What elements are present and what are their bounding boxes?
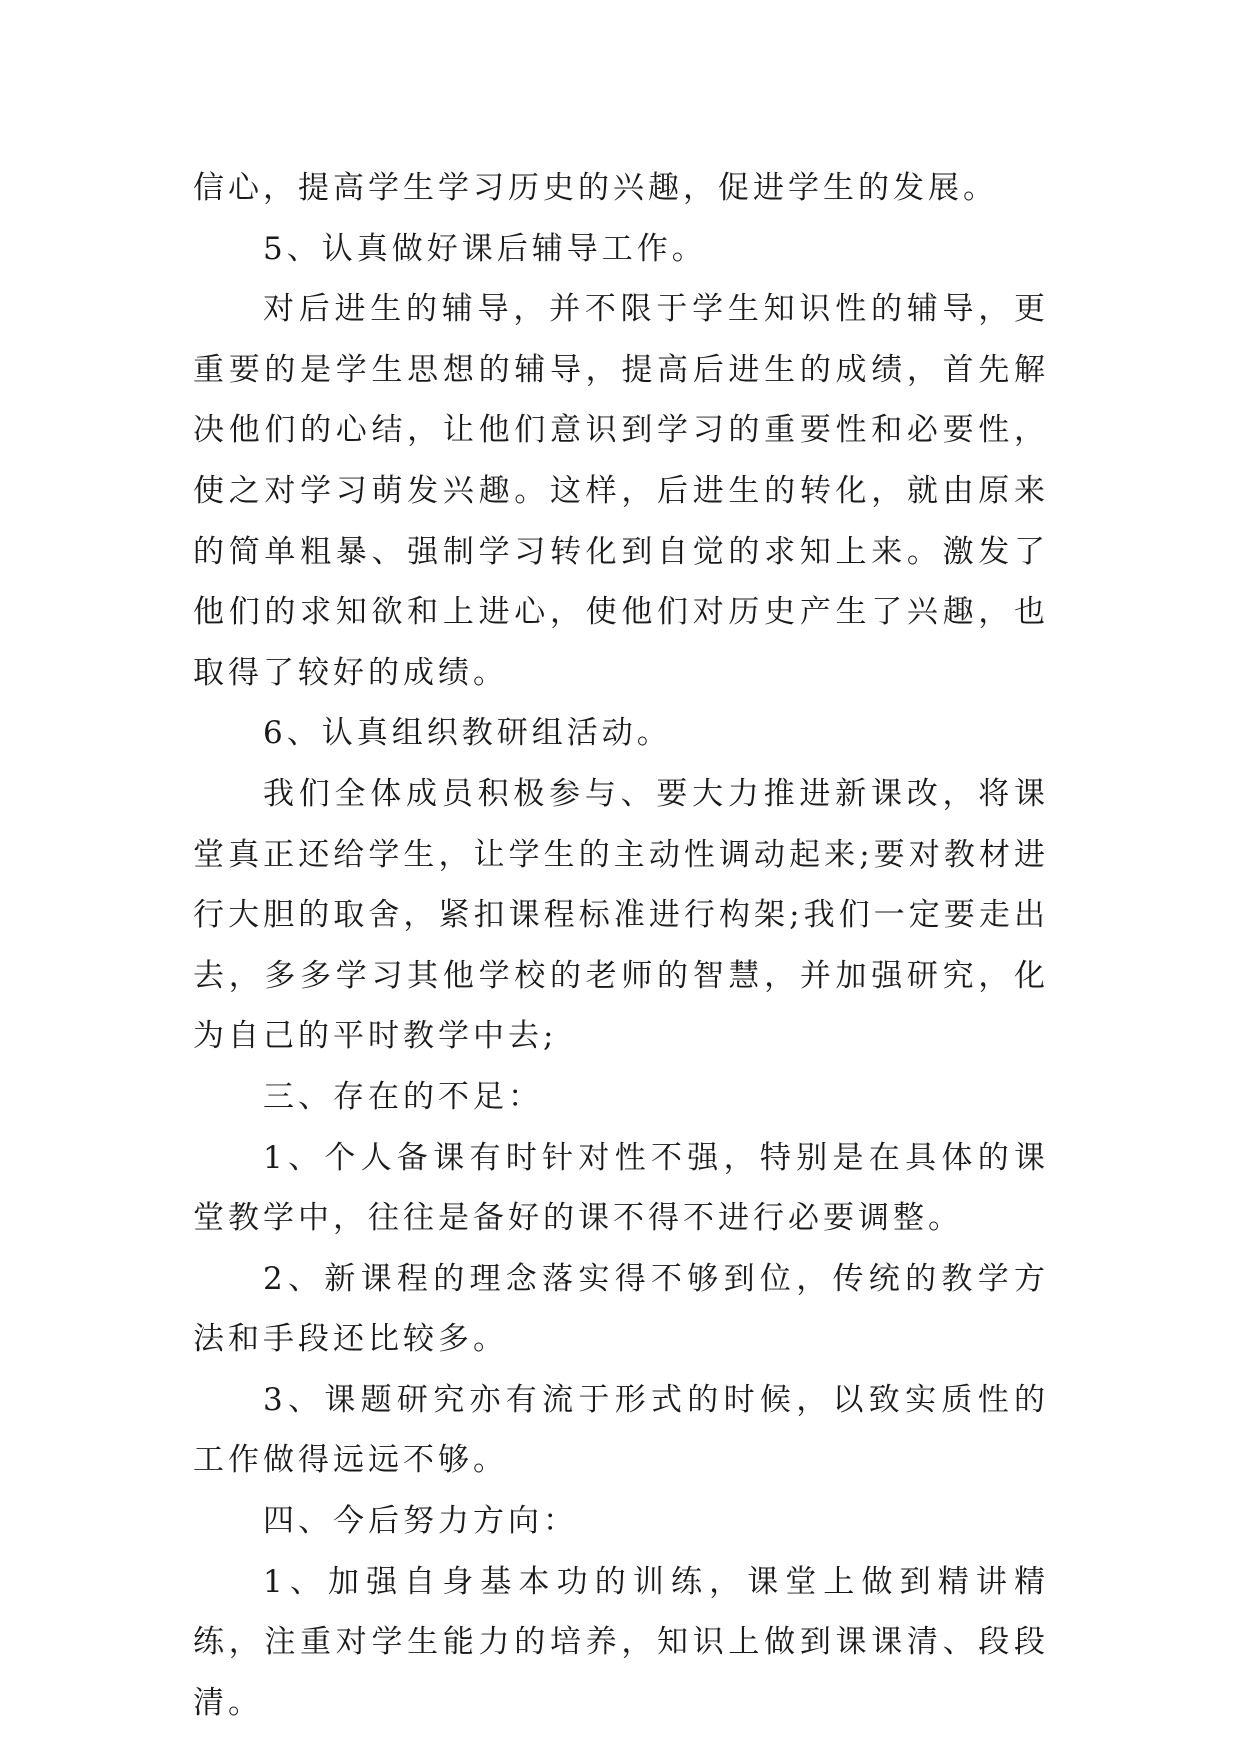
paragraph-5: 我们全体成员积极参与、要大力推进新课改，将课堂真正还给学生，让学生的主动性调动起来;要对教材进行大胆的取舍，紧扣课程标准进行构架;我们一定要走出去，多多学习其他学校的老师的智慧，并加强研究，化为自己的平时教学中去; [193, 775, 1049, 1055]
paragraph-8: 2、新课程的理念落实得不够到位，传统的教学方法和手段还比较多。 [193, 1260, 1049, 1358]
paragraph-11: 1、加强自身基本功的训练，课堂上做到精讲精练，注重对学生能力的培养，知识上做到课课清、段段清。 [193, 1563, 1049, 1721]
section-heading-future-direction: 四、今后努力方向： [263, 1503, 578, 1540]
section-heading-shortcomings: 三、存在的不足： [263, 1078, 543, 1115]
paragraph-1: 信心，提高学生学习历史的兴趣，促进学生的发展。 [193, 170, 998, 206]
paragraph-7: 1、个人备课有时针对性不强，特别是在具体的课堂教学中，往往是备好的课不得不进行必要调整。 [193, 1139, 1049, 1237]
document-body [193, 158, 1049, 1733]
paragraph-9: 3、课题研究亦有流于形式的时候，以致实质性的工作做得远远不够。 [193, 1381, 1049, 1479]
paragraph-3: 对后进生的辅导，并不限于学生知识性的辅导，更重要的是学生思想的辅导，提高后进生的成绩，首先解决他们的心结，让他们意识到学习的重要性和必要性，使之对学习萌发兴趣。这样，后进生的转化，就由原来的简单粗暴、强制学习转化到自觉的求知上来。激发了他们的求知欲和上进心，使他们对历史产生了兴趣，也取得了较好的成绩。 [193, 291, 1049, 691]
paragraph-4: 6、认真组织教研组活动。 [263, 715, 672, 752]
paragraph-2: 5、认真做好课后辅导工作。 [263, 230, 707, 267]
